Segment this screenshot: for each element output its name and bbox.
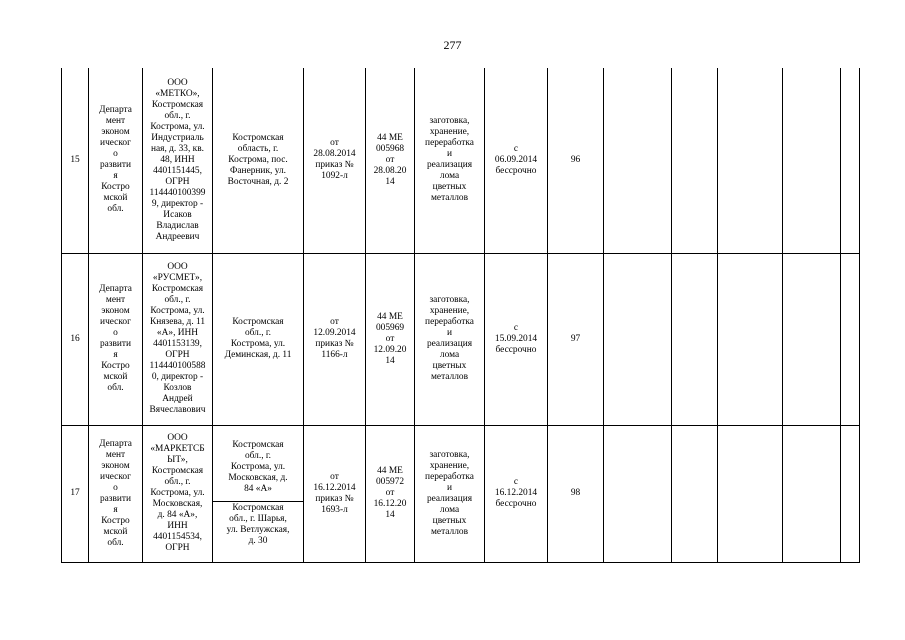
table-row [62, 253, 860, 425]
text-line: ООО [167, 433, 188, 443]
text-line: ул. Ветлужская, [226, 525, 290, 535]
text-line: 1092-л [321, 171, 348, 182]
text-line: д. 30 [248, 536, 268, 546]
text-line: о [113, 328, 118, 338]
text-line: переработка [425, 317, 474, 327]
cell-row-number: 16 [62, 253, 89, 425]
text-line: д. 84 «А», [157, 510, 198, 520]
text-line: область, г. [237, 143, 279, 154]
text-line: и [446, 149, 453, 160]
text-line: ОГРН [165, 350, 190, 360]
text-line: металлов [430, 193, 469, 204]
cell-empty [604, 253, 672, 425]
text-line: развити [99, 339, 132, 349]
text-line: 4401154534, [153, 532, 202, 542]
text-line: 16.12.20 [373, 499, 407, 509]
cell-activity-type [415, 253, 485, 425]
text-line: ООО [167, 262, 188, 272]
text-line: 28.08.2014 [313, 149, 356, 160]
text-line: Кострома, пос. [228, 154, 288, 165]
text-line: Костромская [232, 440, 284, 450]
text-line: 114440100399 [149, 187, 206, 198]
cell-registry-number: 98 [548, 425, 604, 562]
text-line: Восточная, д. 2 [227, 176, 289, 187]
text-line: «А», ИНН [156, 328, 199, 338]
text-line: 005969 [375, 322, 405, 333]
text-line: переработка [425, 138, 474, 149]
text-line: обл., г. [244, 328, 272, 338]
cell-empty [672, 68, 718, 253]
text-line: обл. [107, 537, 124, 548]
text-line: ОГРН [165, 543, 190, 553]
text-line: заготовка, [429, 449, 470, 460]
text-line: обл. [107, 204, 124, 215]
text-line: от [385, 333, 395, 344]
cell-licensing-authority [89, 425, 143, 562]
text-line: от [385, 154, 395, 165]
cell-license-number [366, 425, 415, 562]
cell-row-number: 17 [62, 425, 89, 562]
text-line: о [113, 149, 118, 160]
cell-empty [604, 425, 672, 562]
text-line: реализация [426, 160, 473, 171]
text-line: Козлов [163, 383, 192, 393]
cell-empty [783, 253, 841, 425]
cell-order [304, 68, 366, 253]
text-line: Московская, [152, 499, 203, 509]
text-line: 0, директор - [151, 372, 204, 382]
text-line: обл., г. [164, 477, 191, 487]
text-line: «МЕТКО», [155, 88, 200, 99]
page-number: 277 [443, 38, 462, 52]
cell-empty [718, 253, 783, 425]
text-line: Костро [101, 361, 130, 371]
text-line: ная, д. 33, кв. [150, 143, 205, 154]
text-line: Костромская [232, 317, 284, 327]
table-row [62, 68, 860, 253]
cell-validity-term [485, 253, 548, 425]
text-line: Кострома, ул. [150, 121, 205, 132]
text-line: 44 МЕ [377, 311, 403, 322]
cell-empty [672, 253, 718, 425]
text-line: 14 [385, 510, 395, 520]
text-line: лома [439, 504, 460, 515]
text-line: Деминская, д. 11 [224, 350, 292, 360]
text-line: Костромская [151, 284, 204, 294]
text-line: приказ № [315, 339, 354, 349]
text-line: я [113, 350, 118, 360]
cell-registry-number: 96 [548, 68, 604, 253]
text-line: обл., г. [164, 295, 191, 305]
text-line: Департа [99, 105, 132, 116]
text-line: обл., г. Шарья, [229, 514, 287, 524]
text-line: приказ № [315, 493, 354, 504]
text-line: Департа [99, 284, 132, 294]
text-line: реализация [426, 493, 473, 504]
text-line: обл., г. [164, 110, 191, 121]
text-line: Костро [101, 515, 130, 526]
text-line: от [330, 317, 339, 327]
text-line: мент [105, 295, 126, 305]
text-line: эконом [101, 460, 130, 471]
text-line: с [513, 322, 519, 333]
text-line: с [513, 143, 519, 154]
text-line: от [330, 138, 339, 149]
text-line: ИНН [167, 521, 188, 531]
cell-empty [841, 68, 860, 253]
text-line: хранение, [429, 127, 470, 138]
text-line: «МАРКЕТСБ [150, 444, 205, 454]
text-line: 4401151445, [153, 165, 202, 176]
text-line: мской [103, 193, 128, 204]
cell-activity-address [213, 425, 304, 562]
cell-activity-type [415, 68, 485, 253]
text-line: Кострома, ул. [230, 339, 286, 349]
cell-empty [672, 425, 718, 562]
cell-activity-type [415, 425, 485, 562]
text-line: от [385, 488, 395, 498]
text-line: заготовка, [429, 295, 470, 305]
text-line: 48, ИНН [160, 154, 195, 165]
text-line: Костро [101, 182, 130, 193]
cell-row-number: 15 [62, 68, 89, 253]
text-line: Фанерник, ул. [229, 165, 286, 176]
text-line: металлов [430, 372, 469, 382]
text-line: металлов [430, 526, 469, 537]
text-line: реализация [426, 339, 473, 349]
address-part [213, 439, 303, 501]
text-line: ическог [100, 138, 131, 149]
table-row [62, 425, 860, 562]
text-line: Андреевич [155, 231, 200, 242]
text-line: Андрей [162, 394, 193, 404]
text-line: 005968 [375, 143, 405, 154]
text-line: 44 МЕ [377, 466, 403, 476]
text-line: 4401153139, [153, 339, 202, 349]
cell-activity-address [213, 253, 304, 425]
text-line: 44 МЕ [377, 132, 403, 143]
text-line: я [113, 504, 118, 515]
text-line: Кострома, ул. [150, 488, 205, 498]
text-line: Костромская [232, 503, 284, 513]
text-line: 1693-л [321, 504, 348, 515]
text-line: ООО [167, 77, 188, 88]
cell-empty [841, 425, 860, 562]
cell-organization [143, 425, 213, 562]
cell-validity-term [485, 425, 548, 562]
cell-licensing-authority [89, 253, 143, 425]
text-line: переработка [425, 471, 474, 482]
text-line: 16.12.2014 [494, 488, 538, 498]
text-line: Вячеславович [149, 405, 206, 415]
text-line: 1166-л [321, 350, 348, 360]
text-line: обл. [107, 383, 124, 393]
text-line: цветных [432, 361, 467, 371]
text-line: 06.09.2014 [494, 154, 538, 165]
text-line: цветных [432, 515, 467, 526]
cell-empty [783, 425, 841, 562]
cell-empty [783, 68, 841, 253]
text-line: мской [103, 372, 128, 382]
text-line: развити [99, 160, 132, 171]
text-line: цветных [432, 182, 467, 193]
text-line: 12.09.20 [373, 344, 407, 355]
text-line: Князева, д. 11 [149, 317, 206, 327]
text-line: 005972 [375, 477, 405, 487]
text-line: и [446, 328, 453, 338]
text-line: Костромская [232, 132, 284, 143]
text-line: лома [439, 350, 460, 360]
cell-licensing-authority [89, 68, 143, 253]
text-line: приказ № [315, 160, 354, 171]
text-line: Департа [99, 438, 132, 449]
text-line: о [113, 482, 118, 493]
cell-organization [143, 68, 213, 253]
text-line: 15.09.2014 [494, 333, 538, 344]
text-line: развити [99, 493, 132, 504]
text-line: 14 [385, 355, 395, 366]
text-line: Костромская [151, 466, 204, 476]
cell-empty [718, 68, 783, 253]
text-line: бессрочно [495, 165, 537, 176]
text-line: 28.08.20 [373, 165, 407, 176]
text-line: Исаков [163, 209, 192, 220]
text-line: эконом [101, 306, 130, 316]
cell-organization [143, 253, 213, 425]
text-line: Владислав [156, 220, 199, 231]
text-line: мент [105, 116, 126, 127]
text-line: Кострома, ул. [150, 306, 205, 316]
text-line: 14 [385, 176, 395, 187]
text-line: ЫТ», [167, 455, 188, 465]
text-line: 16.12.2014 [313, 482, 356, 493]
text-line: и [446, 482, 453, 493]
text-line: ОГРН [165, 176, 190, 187]
text-line: «РУСМЕТ», [152, 273, 203, 283]
license-registry-table [61, 68, 860, 563]
text-line: 84 «А» [244, 484, 272, 494]
text-line: ическог [100, 317, 131, 327]
text-line: я [113, 171, 118, 182]
text-line: 114440100588 [149, 361, 206, 371]
text-line: Индустриаль [151, 132, 204, 143]
text-line: хранение, [429, 460, 470, 471]
cell-empty [718, 425, 783, 562]
cell-validity-term [485, 68, 548, 253]
text-line: мент [105, 449, 126, 460]
text-line: заготовка, [429, 116, 470, 127]
text-line: бессрочно [495, 499, 537, 509]
cell-order [304, 425, 366, 562]
cell-order [304, 253, 366, 425]
text-line: с [513, 477, 519, 487]
text-line: эконом [101, 127, 130, 138]
cell-license-number [366, 253, 415, 425]
text-line: хранение, [429, 306, 470, 316]
cell-empty [604, 68, 672, 253]
text-line: Кострома, ул. [230, 462, 286, 472]
text-line: Костромская [151, 99, 204, 110]
text-line: 9, директор - [151, 198, 204, 209]
text-line: от [330, 471, 339, 482]
cell-empty [841, 253, 860, 425]
cell-license-number [366, 68, 415, 253]
text-line: лома [439, 171, 460, 182]
cell-activity-address [213, 68, 304, 253]
text-line: ическог [100, 471, 131, 482]
address-part [213, 501, 303, 548]
text-line: 12.09.2014 [313, 328, 356, 338]
text-line: Московская, д. [228, 473, 288, 483]
text-line: мской [103, 526, 128, 537]
cell-registry-number: 97 [548, 253, 604, 425]
text-line: бессрочно [495, 344, 537, 355]
text-line: обл., г. [244, 451, 272, 461]
